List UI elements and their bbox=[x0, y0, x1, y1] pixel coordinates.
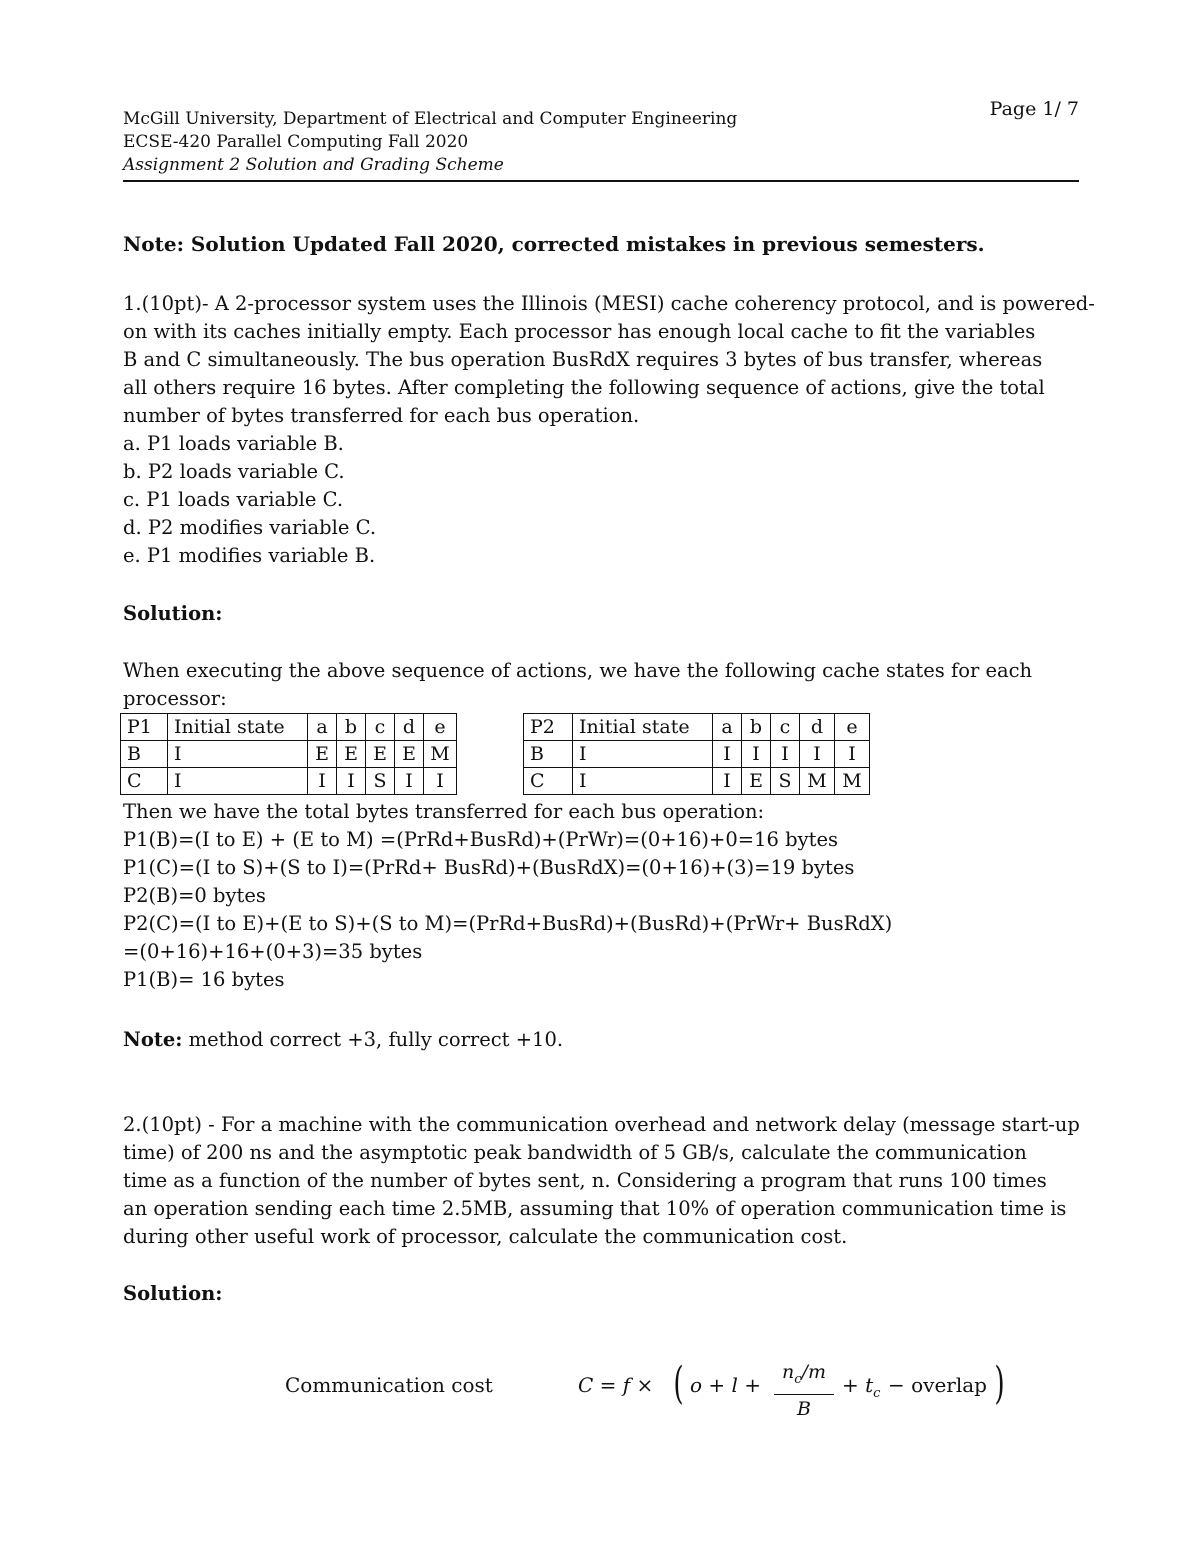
table-cell: b bbox=[742, 714, 771, 741]
update-note: Note: Solution Updated Fall 2020, corrected mistakes in previous semesters. bbox=[123, 232, 985, 256]
page-number: Page 1/ 7 bbox=[989, 98, 1079, 120]
fraction-denominator: B bbox=[797, 1398, 811, 1421]
q1-step: d. P2 modifies variable C. bbox=[123, 516, 377, 539]
formula-term-1: o + l + bbox=[690, 1373, 762, 1397]
table-cell: I bbox=[168, 768, 308, 795]
table-cell: E bbox=[366, 741, 395, 768]
table-cell: a bbox=[308, 714, 337, 741]
formula-math bbox=[578, 1358, 1005, 1421]
fraction-bar bbox=[774, 1394, 834, 1396]
q2-line: time) of 200 ns and the asymptotic peak bandwidth of 5 GB/s, calculate the communication bbox=[123, 1141, 1027, 1164]
q1-step: a. P1 loads variable B. bbox=[123, 432, 344, 455]
table-cell: I bbox=[713, 741, 742, 768]
table-cell: c bbox=[771, 714, 800, 741]
cache-table-p2 bbox=[523, 713, 870, 795]
formula-lhs: C = f × bbox=[578, 1373, 654, 1397]
q1-line: all others require 16 bytes. After completing the following sequence of actions, give the total bbox=[123, 376, 1045, 399]
term-2-t: + t bbox=[842, 1373, 874, 1397]
table-cell: I bbox=[337, 768, 366, 795]
q1-step: c. P1 loads variable C. bbox=[123, 488, 344, 511]
term-2-sub: c bbox=[873, 1386, 881, 1401]
table-cell: I bbox=[713, 768, 742, 795]
table-cell: Initial state bbox=[168, 714, 308, 741]
formula-label: Communication cost bbox=[285, 1373, 493, 1397]
table-cell: I bbox=[308, 768, 337, 795]
header-course: ECSE-420 Parallel Computing Fall 2020 bbox=[123, 132, 469, 152]
question-1-text bbox=[123, 290, 1095, 570]
table-cell: I bbox=[771, 741, 800, 768]
formula-open-paren: ( bbox=[673, 1358, 684, 1409]
q1-result-line: =(0+16)+16+(0+3)=35 bytes bbox=[123, 940, 423, 963]
document-header bbox=[123, 98, 1079, 177]
q1-line: 1.(10pt)- A 2-processor system uses the Illinois (MESI) cache coherency protocol, and is powered- bbox=[123, 292, 1095, 315]
table-row bbox=[524, 741, 870, 768]
q2-line: 2.(10pt) - For a machine with the communication overhead and network delay (message start-up bbox=[123, 1113, 1080, 1136]
q1-result-line: P1(B)=(I to E) + (E to M) =(PrRd+BusRd)+(PrWr)=(0+16)+0=16 bytes bbox=[123, 828, 838, 851]
table-cell: M bbox=[835, 768, 870, 795]
note-label: Note: bbox=[123, 1028, 183, 1051]
table-cell: I bbox=[395, 768, 424, 795]
header-university: McGill University, Department of Electrical and Computer Engineering bbox=[123, 109, 738, 129]
numerator-n: n bbox=[782, 1361, 795, 1383]
formula-term-3: − overlap bbox=[888, 1373, 987, 1397]
table-cell: E bbox=[337, 741, 366, 768]
q1-results bbox=[123, 798, 1079, 994]
q1-solution-intro bbox=[123, 657, 1079, 713]
header-rule bbox=[123, 180, 1079, 182]
table-cell: C bbox=[524, 768, 573, 795]
q2-solution-label: Solution: bbox=[123, 1282, 223, 1305]
q1-step: b. P2 loads variable C. bbox=[123, 460, 345, 483]
q1-line: number of bytes transferred for each bus operation. bbox=[123, 404, 640, 427]
table-cell: P1 bbox=[121, 714, 168, 741]
q1-intro-line: When executing the above sequence of actions, we have the following cache states for each bbox=[123, 659, 1033, 682]
table-cell: B bbox=[524, 741, 573, 768]
question-2-text bbox=[123, 1111, 1079, 1251]
table-cell: I bbox=[742, 741, 771, 768]
table-cell: Initial state bbox=[573, 714, 713, 741]
table-cell: I bbox=[573, 741, 713, 768]
q1-step: e. P1 modifies variable B. bbox=[123, 544, 376, 567]
table-row bbox=[524, 768, 870, 795]
table-cell: E bbox=[742, 768, 771, 795]
cache-table-p1 bbox=[120, 713, 457, 795]
formula-fraction bbox=[774, 1360, 834, 1421]
table-cell: S bbox=[366, 768, 395, 795]
fraction-numerator bbox=[774, 1360, 834, 1392]
table-cell: a bbox=[713, 714, 742, 741]
table-cell: I bbox=[424, 768, 457, 795]
table-cell: d bbox=[395, 714, 424, 741]
formula-term-2 bbox=[842, 1373, 880, 1401]
q1-line: on with its caches initially empty. Each processor has enough local cache to fit the variables bbox=[123, 320, 1036, 343]
q1-result-line: P2(C)=(I to E)+(E to S)+(S to M)=(PrRd+BusRd)+(BusRd)+(PrWr+ BusRdX) bbox=[123, 912, 893, 935]
table-cell: I bbox=[573, 768, 713, 795]
q2-line: an operation sending each time 2.5MB, assuming that 10% of operation communication time is bbox=[123, 1197, 1067, 1220]
table-row bbox=[121, 741, 457, 768]
table-cell: P2 bbox=[524, 714, 573, 741]
table-row bbox=[524, 714, 870, 741]
table-cell: M bbox=[424, 741, 457, 768]
table-cell: b bbox=[337, 714, 366, 741]
q2-line: during other useful work of processor, calculate the communication cost. bbox=[123, 1225, 848, 1248]
table-cell: E bbox=[395, 741, 424, 768]
table-cell: E bbox=[308, 741, 337, 768]
note-text: method correct +3, fully correct +10. bbox=[182, 1028, 564, 1051]
table-cell: I bbox=[800, 741, 835, 768]
table-cell: I bbox=[835, 741, 870, 768]
table-cell: e bbox=[424, 714, 457, 741]
table-cell: e bbox=[835, 714, 870, 741]
q1-solution-label: Solution: bbox=[123, 602, 223, 625]
q1-grading-note bbox=[123, 1026, 1079, 1054]
numerator-sub: c bbox=[794, 1371, 802, 1387]
table-cell: c bbox=[366, 714, 395, 741]
table-cell: I bbox=[168, 741, 308, 768]
q2-line: time as a function of the number of bytes sent, n. Considering a program that runs 100 times bbox=[123, 1169, 1047, 1192]
table-cell: C bbox=[121, 768, 168, 795]
header-assignment: Assignment 2 Solution and Grading Scheme bbox=[123, 155, 504, 175]
formula-close-paren: ) bbox=[994, 1358, 1005, 1409]
q1-result-line: P1(B)= 16 bytes bbox=[123, 968, 285, 991]
communication-cost-formula bbox=[285, 1358, 1005, 1421]
table-cell: M bbox=[800, 768, 835, 795]
numerator-tail: /m bbox=[801, 1361, 826, 1383]
q1-result-line: Then we have the total bytes transferred for each bus operation: bbox=[123, 800, 765, 823]
table-cell: d bbox=[800, 714, 835, 741]
table-cell: S bbox=[771, 768, 800, 795]
table-row bbox=[121, 714, 457, 741]
q1-intro-line: processor: bbox=[123, 687, 227, 710]
table-row bbox=[121, 768, 457, 795]
q1-result-line: P1(C)=(I to S)+(S to I)=(PrRd+ BusRd)+(BusRdX)=(0+16)+(3)=19 bytes bbox=[123, 856, 855, 879]
table-cell: B bbox=[121, 741, 168, 768]
q1-line: B and C simultaneously. The bus operation BusRdX requires 3 bytes of bus transfer, whereas bbox=[123, 348, 1043, 371]
q1-result-line: P2(B)=0 bytes bbox=[123, 884, 266, 907]
